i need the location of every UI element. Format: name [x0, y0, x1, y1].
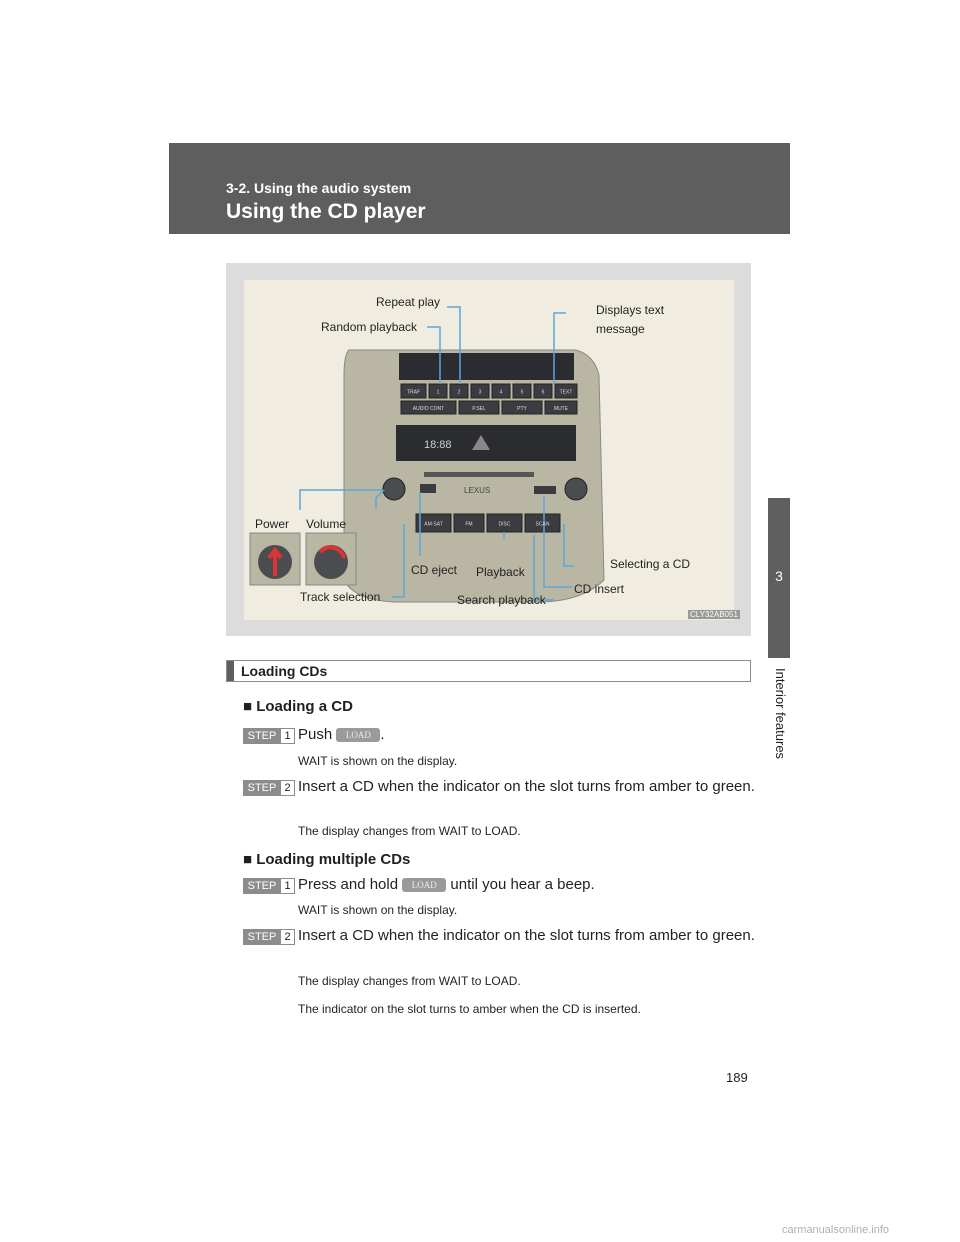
step-number: 1: [280, 729, 294, 743]
eject-button[interactable]: [420, 484, 436, 493]
display-screen: [399, 353, 574, 380]
button-label: 6: [541, 389, 545, 396]
page-number: 189: [726, 1070, 748, 1085]
watermark: carmanualsonline.info: [782, 1224, 890, 1236]
load-button-icon: LOAD: [336, 728, 380, 742]
audio-panel-figure: [244, 280, 738, 620]
step-2-text: Insert a CD when the indicator on the slot turns from amber to green.: [298, 778, 755, 795]
label-random-playback: Random playback: [321, 320, 418, 334]
figure-code: CLY32AB051: [690, 610, 738, 619]
step-1b-badge: [243, 878, 295, 894]
section-heading: [226, 660, 751, 682]
chapter-tab[interactable]: [768, 498, 790, 658]
page-title: Using the CD player: [226, 200, 426, 223]
subheading-text: Loading multiple CDs: [256, 851, 411, 868]
section-accent: [227, 661, 234, 681]
label-search-playback: Search playback: [457, 593, 546, 607]
button-label: DISC: [498, 521, 511, 528]
step-1b-text-start: Press and hold: [298, 876, 399, 893]
bullet-icon: ■: [243, 698, 253, 715]
clock-readout: 18:88: [424, 439, 452, 451]
chapter-label: Interior features: [773, 668, 788, 760]
step-2b-note: The display changes from WAIT to LOAD.: [298, 974, 521, 988]
button-label: 4: [499, 389, 503, 396]
section-heading-text: Loading CDs: [241, 663, 328, 679]
step-1b-text-end: until you hear a beep.: [450, 876, 595, 893]
label-cd-insert: CD insert: [574, 582, 625, 596]
step-word: STEP: [244, 729, 280, 743]
label-cd-eject: CD eject: [411, 563, 458, 577]
step-2b-text: Insert a CD when the indicator on the slot turns from amber to green.: [298, 927, 755, 944]
button-label: TEXT: [559, 389, 573, 396]
step-1-badge: [243, 728, 295, 744]
load-button-icon: LOAD: [402, 878, 446, 892]
load-button[interactable]: [534, 486, 556, 494]
label-playback: Playback: [476, 565, 525, 579]
button-label: AM·SAT: [424, 521, 443, 528]
button-label: P.SEL: [472, 406, 486, 412]
label-volume: Volume: [306, 517, 347, 531]
label-displays-text-2: message: [596, 322, 645, 336]
button-label: 1: [436, 389, 440, 396]
tune-file-knob[interactable]: [565, 478, 587, 500]
button-label: 5: [520, 389, 524, 396]
label-track-selection: Track selection: [300, 590, 381, 604]
button-label: AUDIO CONT: [412, 406, 445, 412]
subheading-text: Loading a CD: [256, 698, 353, 715]
step-1b-note: WAIT is shown on the display.: [298, 903, 458, 917]
step-1b-text: [298, 874, 758, 896]
step-word: STEP: [244, 879, 280, 893]
button-label: PTY: [517, 406, 527, 412]
step-2-badge: [243, 780, 295, 796]
label-repeat-play: Repeat play: [376, 295, 441, 309]
button-label: FM: [465, 521, 473, 528]
step-word: STEP: [244, 930, 280, 944]
section-title: 3-2. Using the audio system: [226, 180, 412, 196]
step-1-text-start: Push: [298, 726, 333, 743]
label-selecting-cd: Selecting a CD: [610, 557, 691, 571]
button-label: TRAF: [406, 389, 421, 396]
step-number: 2: [280, 930, 294, 944]
step-1-text-end: .: [380, 726, 385, 743]
subheading-multiple-cds: [243, 851, 410, 868]
step-1-text: [298, 724, 758, 746]
step-2-note: The display changes from WAIT to LOAD.: [298, 824, 521, 838]
step-number: 1: [280, 879, 294, 893]
bullet-icon: ■: [243, 851, 253, 868]
power-volume-knob[interactable]: [383, 478, 405, 500]
page-header: [169, 143, 790, 234]
subheading-loading-cd: [243, 698, 353, 715]
label-power: Power: [255, 517, 290, 531]
chapter-number: 3: [775, 568, 783, 584]
cd-slot: [424, 472, 534, 477]
label-displays-text: Displays text: [596, 303, 665, 317]
step-number: 2: [280, 781, 294, 795]
step-2b-note-2: The indicator on the slot turns to amber when the CD is inserted.: [298, 1002, 641, 1016]
button-label: MUTE: [553, 406, 569, 412]
climate-display: [396, 425, 576, 461]
step-word: STEP: [244, 781, 280, 795]
button-label: 2: [457, 389, 461, 396]
button-label: 3: [478, 389, 482, 396]
step-1-note: WAIT is shown on the display.: [298, 754, 458, 768]
step-2b-badge: [243, 929, 295, 945]
button-label: SCAN: [535, 521, 550, 528]
brand-mark: LEXUS: [464, 486, 491, 495]
